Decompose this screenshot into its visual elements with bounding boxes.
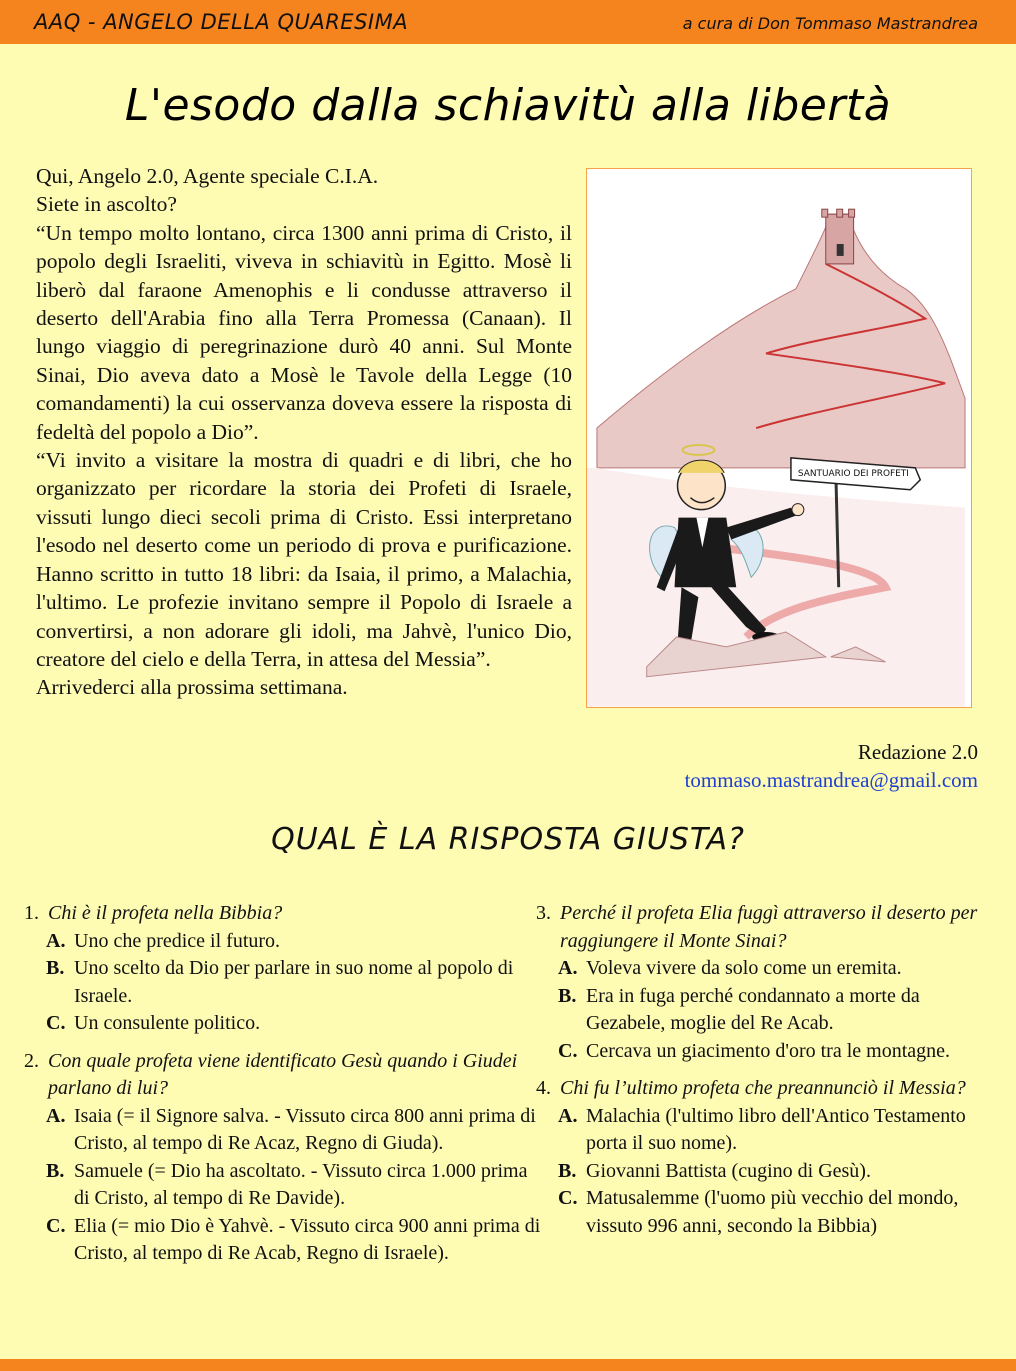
answer-option[interactable] xyxy=(24,955,544,1010)
header-bar xyxy=(0,0,1016,44)
quiz-question xyxy=(536,1075,986,1240)
intro-paragraph: “Un tempo molto lontano, circa 1300 anni prima di Cristo, il popolo degli Israeliti, viveva in schiavitù in Egitto. Mosè li liberò dal faraone Amenophis e li condusse attraverso il deserto dell'Arabia fino alla Terra Promessa (Canaan). Il lungo viaggio di peregrinazione durò 40 anni. Sul Monte Sinai, Dio aveva dato a Mosè le Tavole della Legge (10 comandamenti) la cui osservanza doveva essere la risposta di fedeltà del popolo a Dio”. xyxy=(36,220,572,444)
sign-label: SANTUARIO DEI PROFETI xyxy=(797,468,909,479)
quiz-title: QUAL È LA RISPOSTA GIUSTA? xyxy=(271,822,745,857)
answer-option[interactable] xyxy=(536,1185,986,1240)
answer-option[interactable] xyxy=(24,1213,544,1268)
intro-text xyxy=(36,162,572,702)
option-text: Giovanni Battista (cugino di Gesù). xyxy=(586,1159,871,1182)
option-label: B. xyxy=(558,1159,577,1182)
question-text: Con quale profeta viene identificato Gesù quando i Giudei parlano di lui? xyxy=(48,1049,518,1099)
option-label: A. xyxy=(558,957,578,979)
quiz-question xyxy=(536,900,986,1065)
question-number: 4. xyxy=(536,1077,551,1099)
answer-option[interactable] xyxy=(24,1103,544,1158)
option-text: Uno che predice il futuro. xyxy=(74,929,281,952)
answer-option[interactable] xyxy=(24,1010,544,1038)
redazione-signature: Redazione 2.0 xyxy=(857,740,978,764)
quiz-question xyxy=(24,1048,544,1268)
page-title: L'esodo dalla schiavitù alla libertà xyxy=(124,80,892,131)
option-label: A. xyxy=(46,1104,66,1127)
answer-option[interactable] xyxy=(536,955,986,983)
angel-illustration xyxy=(586,168,972,708)
option-text: Matusalemme (l'uomo più vecchio del mondo, vissuto 996 anni, secondo la Bibbia) xyxy=(586,1187,959,1237)
answer-option[interactable] xyxy=(536,1158,986,1186)
option-label: C. xyxy=(558,1187,578,1209)
header-series-title: AAQ - ANGELO DELLA QUARESIMA xyxy=(34,10,409,34)
option-text: Elia (= mio Dio è Yahvè. - Vissuto circa 900 anni prima di Cristo, al tempo di Re Acab, Regno di Israele). xyxy=(74,1214,541,1264)
option-text: Samuele (= Dio ha ascoltato. - Vissuto circa 1.000 prima di Cristo, al tempo di Re Davide). xyxy=(74,1159,528,1209)
answer-option[interactable] xyxy=(536,983,986,1038)
option-label: A. xyxy=(558,1104,578,1127)
answer-option[interactable] xyxy=(24,928,544,956)
option-text: Cercava un giacimento d'oro tra le montagne. xyxy=(586,1039,951,1062)
option-text: Isaia (= il Signore salva. - Vissuto circa 800 anni prima di Cristo, al tempo di Re Acaz, Regno di Giuda). xyxy=(74,1104,536,1154)
option-label: B. xyxy=(46,1159,65,1182)
option-text: Voleva vivere da solo come un eremita. xyxy=(586,957,902,979)
option-label: C. xyxy=(46,1214,66,1237)
question-text: Chi è il profeta nella Bibbia? xyxy=(48,902,283,924)
question-text: Chi fu l’ultimo profeta che preannunciò il Messia? xyxy=(560,1077,966,1099)
answer-option[interactable] xyxy=(536,1038,986,1066)
answer-option[interactable] xyxy=(536,1103,986,1158)
question-text: Perché il profeta Elia fuggì attraverso il deserto per raggiungere il Monte Sinai? xyxy=(560,902,978,952)
option-text: Uno scelto da Dio per parlare in suo nome al popolo di Israele. xyxy=(74,957,514,1007)
option-label: B. xyxy=(558,984,577,1007)
answer-option[interactable] xyxy=(24,1158,544,1213)
option-label: C. xyxy=(46,1012,66,1034)
option-text: Un consulente politico. xyxy=(74,1012,261,1034)
option-label: A. xyxy=(46,929,66,952)
contact-email-link[interactable]: tommaso.mastrandrea@gmail.com xyxy=(684,768,978,792)
footer-bar xyxy=(0,1359,1016,1371)
intro-line: Siete in ascolto? xyxy=(36,192,177,217)
header-author: a cura di Don Tommaso Mastrandrea xyxy=(682,14,978,33)
quiz-column-left xyxy=(24,900,544,1278)
quiz-column-right xyxy=(536,900,986,1250)
intro-paragraph: “Vi invito a visitare la mostra di quadri e di libri, che ho organizzato per ricordare la storia dei Profeti di Israele, vissuti lungo dieci secoli prima di Cristo. Essi interpretano l'esodo nel deserto come un periodo di prova e purificazione. Hanno scritto in tutto 18 libri: da Isaia, il primo, a Malachia, l'ultimo. Le profezie invitano sempre il Popolo di Israele a convertirsi, a non adorare gli idoli, ma Jahvè, l'unico Dio, creatore del cielo e della Terra, in attesa del Messia”. xyxy=(36,448,572,671)
intro-line: Qui, Angelo 2.0, Agente speciale C.I.A. xyxy=(36,164,379,188)
intro-line: Arrivederci alla prossima settimana. xyxy=(36,675,348,700)
question-number: 1. xyxy=(24,902,39,924)
option-text: Era in fuga perché condannato a morte da Gezabele, moglie del Re Acab. xyxy=(586,984,920,1034)
quiz-question xyxy=(24,900,544,1038)
option-label: C. xyxy=(558,1039,578,1062)
question-number: 2. xyxy=(24,1049,39,1072)
option-text: Malachia (l'ultimo libro dell'Antico Testamento porta il suo nome). xyxy=(586,1104,966,1154)
question-number: 3. xyxy=(536,902,551,924)
option-label: B. xyxy=(46,957,65,979)
